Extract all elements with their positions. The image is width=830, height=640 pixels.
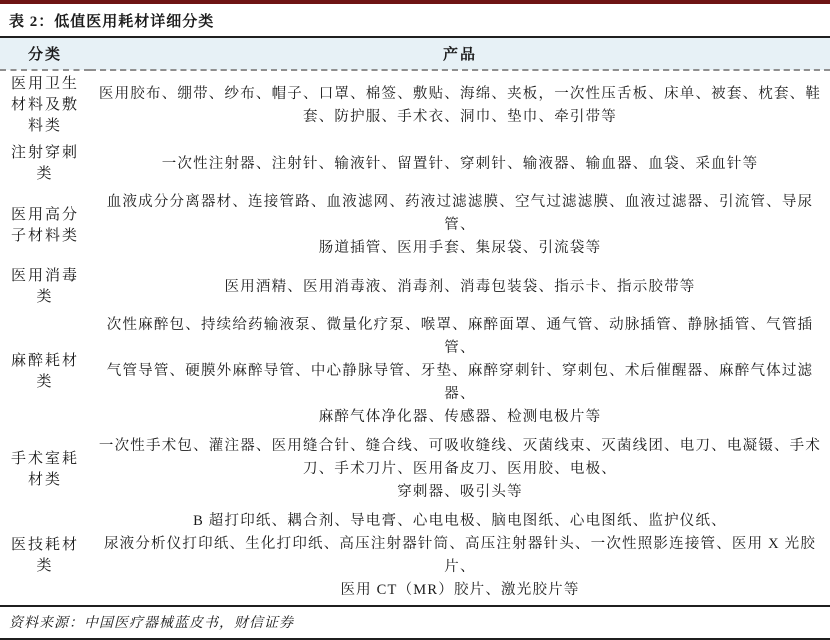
product-cell (90, 263, 830, 311)
product-cell (90, 311, 830, 432)
product-cell (90, 507, 830, 605)
product-line: 医用酒精、医用消毒液、消毒剂、消毒包装袋、指示卡、指示胶带等 (224, 278, 696, 295)
table-row (0, 432, 830, 507)
product-line: 一次性注射器、注射针、输液针、留置针、穿刺针、输液器、输血器、血袋、采血针等 (161, 155, 759, 172)
product-line: 一次性手术包、灌注器、医用缝合针、缝合线、可吸收缝线、灭菌线束、灭菌线团、电刀、电凝镊、手术 (98, 438, 822, 454)
table-row (0, 263, 830, 311)
product-line: 套、防护服、手术衣、洞巾、垫巾、牵引带等 (303, 108, 617, 125)
product-line: 气管导管、硬膜外麻醉导管、中心静脉导管、牙垫、麻醉穿刺针、穿刺包、术后催醒器、麻醉气体过滤器、 (106, 363, 814, 402)
table-title: 表 2：低值医用耗材详细分类 (0, 4, 830, 38)
header-category: 分类 (0, 38, 90, 70)
category-cell: 医技耗材类 (10, 537, 79, 574)
product-line: 次性麻醉包、持续给药输液泵、微量化疗泵、喉罩、麻醉面罩、通气管、动脉插管、静脉插管、气管插管、 (106, 317, 814, 356)
category-cell: 医用消毒类 (10, 268, 79, 305)
table-header (0, 38, 830, 70)
source-note: 资料来源：中国医疗器械蓝皮书，财信证券 (0, 605, 830, 640)
header-product: 产品 (90, 38, 830, 70)
table-row (0, 188, 830, 263)
product-cell (90, 70, 830, 140)
category-cell: 手术室耗材类 (10, 450, 79, 488)
product-line: 穿刺器、吸引头等 (397, 484, 523, 500)
category-cell: 麻醉耗材类 (10, 352, 79, 390)
product-line: 刀、手术刀片、医用备皮刀、医用胶、电极、 (303, 461, 617, 477)
product-cell (90, 432, 830, 507)
product-line: 肠道插管、医用手套、集尿袋、引流袋等 (318, 240, 602, 256)
table-row (0, 70, 830, 140)
product-cell (90, 188, 830, 263)
classification-table-wrap (0, 38, 830, 605)
category-cell: 医用高分子材料类 (10, 206, 79, 244)
category-cell: 注射穿刺类 (10, 145, 79, 182)
category-cell: 医用卫生材料及敷料类 (10, 76, 79, 134)
classification-table (0, 38, 830, 605)
product-line: 尿液分析仪打印纸、生化打印纸、高压注射器针筒、高压注射器针头、一次性照影连接管、医用 X 光胶片、 (103, 536, 817, 575)
product-line: 血液成分分离器材、连接管路、血液滤网、药液过滤滤膜、空气过滤滤膜、血液过滤器、引流管、导尿管、 (106, 194, 814, 233)
product-line: B 超打印纸、耦合剂、导电膏、心电电极、脑电图纸、心电图纸、监护仪纸、 (193, 513, 727, 529)
product-line: 医用 CT（MR）胶片、激光胶片等 (340, 582, 580, 598)
table-body (0, 70, 830, 605)
table-row (0, 507, 830, 605)
table-row (0, 140, 830, 188)
product-cell (90, 140, 830, 188)
header-row (0, 38, 830, 70)
table-row (0, 311, 830, 432)
product-line: 医用胶布、绷带、纱布、帽子、口罩、棉签、敷贴、海绵、夹板，一次性压舌板、床单、被套、枕套、鞋 (98, 85, 822, 102)
product-line: 麻醉气体净化器、传感器、检测电极片等 (318, 409, 602, 425)
